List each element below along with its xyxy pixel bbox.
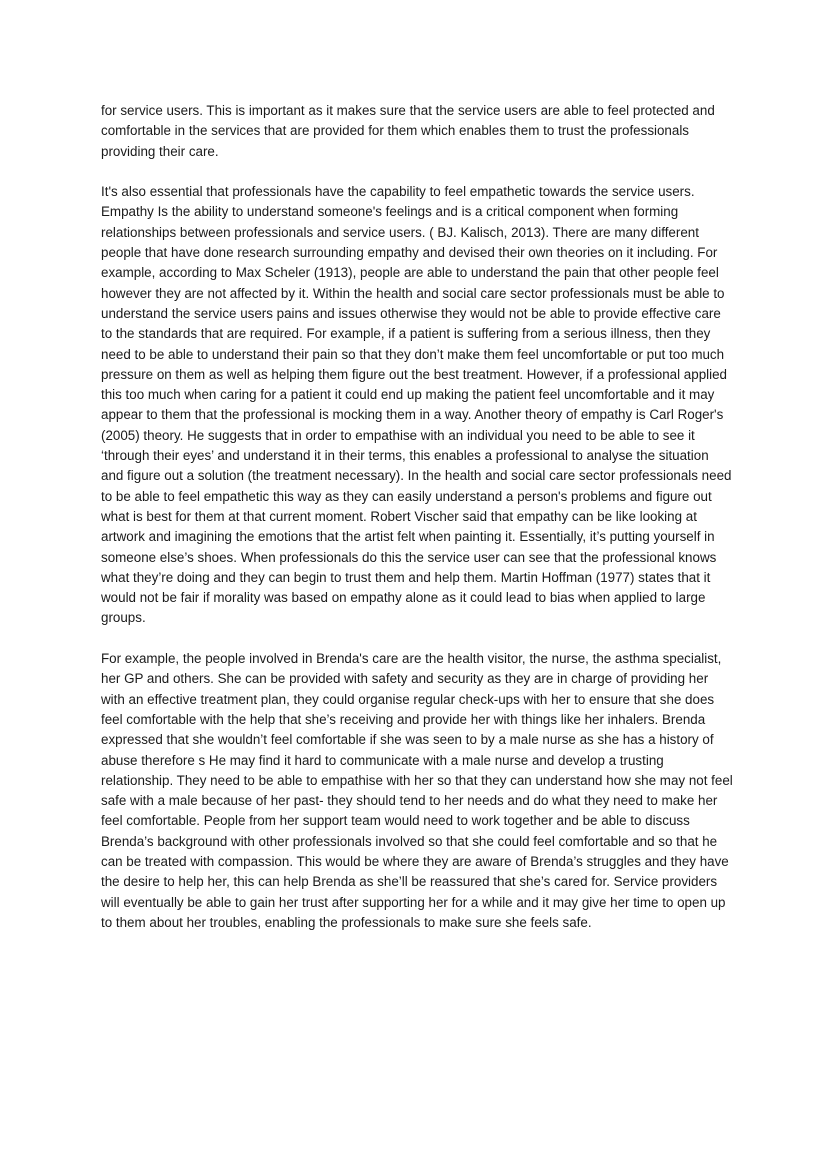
document-page [101,101,733,953]
paragraph-3: For example, the people involved in Brenda's care are the health visitor, the nurse, the asthma specialist, her GP and others. She can be provided with safety and security as they are in charge of providing her with an effective treatment plan, they could organise regular check-ups with her to ensure that she does feel comfortable with the help that she’s receiving and provide her with things like her inhalers. Brenda expressed that she wouldn’t feel comfortable if she was seen to by a male nurse as she has a history of abuse therefore s He may find it hard to communicate with a male nurse and develop a trusting relationship. They need to be able to empathise with her so that they can understand how she may not feel safe with a male because of her past- they should tend to her needs and do what they need to make her feel comfortable. People from her support team would need to work together and be able to discuss Brenda’s background with other professionals involved so that she could feel comfortable and so that he can be treated with compassion. This would be where they are aware of Brenda’s struggles and they have the desire to help her, this can help Brenda as she’ll be reassured that she’s cared for. Service providers will eventually be able to gain her trust after supporting her for a while and it may give her time to open up to them about her troubles, enabling the professionals to make sure she feels safe. [101,651,733,930]
paragraph-1: for service users. This is important as it makes sure that the service users are able to feel protected and comfortable in the services that are provided for them which enables them to trust the professionals providing their care. [101,103,715,159]
paragraph-2: It's also essential that professionals have the capability to feel empathetic towards the service users. Empathy Is the ability to understand someone's feelings and is a critical component when forming relationships between professionals and service users. ( BJ. Kalisch, 2013). There are many different people that have done research surrounding empathy and devised their own theories on it including. For example, according to Max Scheler (1913), people are able to understand the pain that other people feel however they are not affected by it. Within the health and social care sector professionals must be able to understand the service users pains and issues otherwise they would not be able to provide effective care to the standards that are required. For example, if a patient is suffering from a serious illness, then they need to be able to understand their pain so that they don’t make them feel uncomfortable or put too much pressure on them as well as helping them figure out the best treatment. However, if a professional applied this too much when caring for a patient it could end up making the patient feel uncomfortable and it may appear to them that the professional is mocking them in a way. Another theory of empathy is Carl Roger's (2005) theory. He suggests that in order to empathise with an individual you need to be able to see it ‘through their eyes’ and understand it in their terms, this enables a professional to analyse the situation and figure out a solution (the treatment necessary). In the health and social care sector professionals need to be able to feel empathetic this way as they can easily understand a person's problems and figure out what is best for them at that current moment. Robert Vischer said that empathy can be like looking at artwork and imagining the emotions that the artist felt when painting it. Essentially, it’s putting yourself in someone else’s shoes. When professionals do this the service user can see that the professional knows what they’re doing and they can begin to trust them and help them. Martin Hoffman (1977) states that it would not be fair if morality was based on empathy alone as it could lead to bias when applied to large groups. [101,184,732,626]
